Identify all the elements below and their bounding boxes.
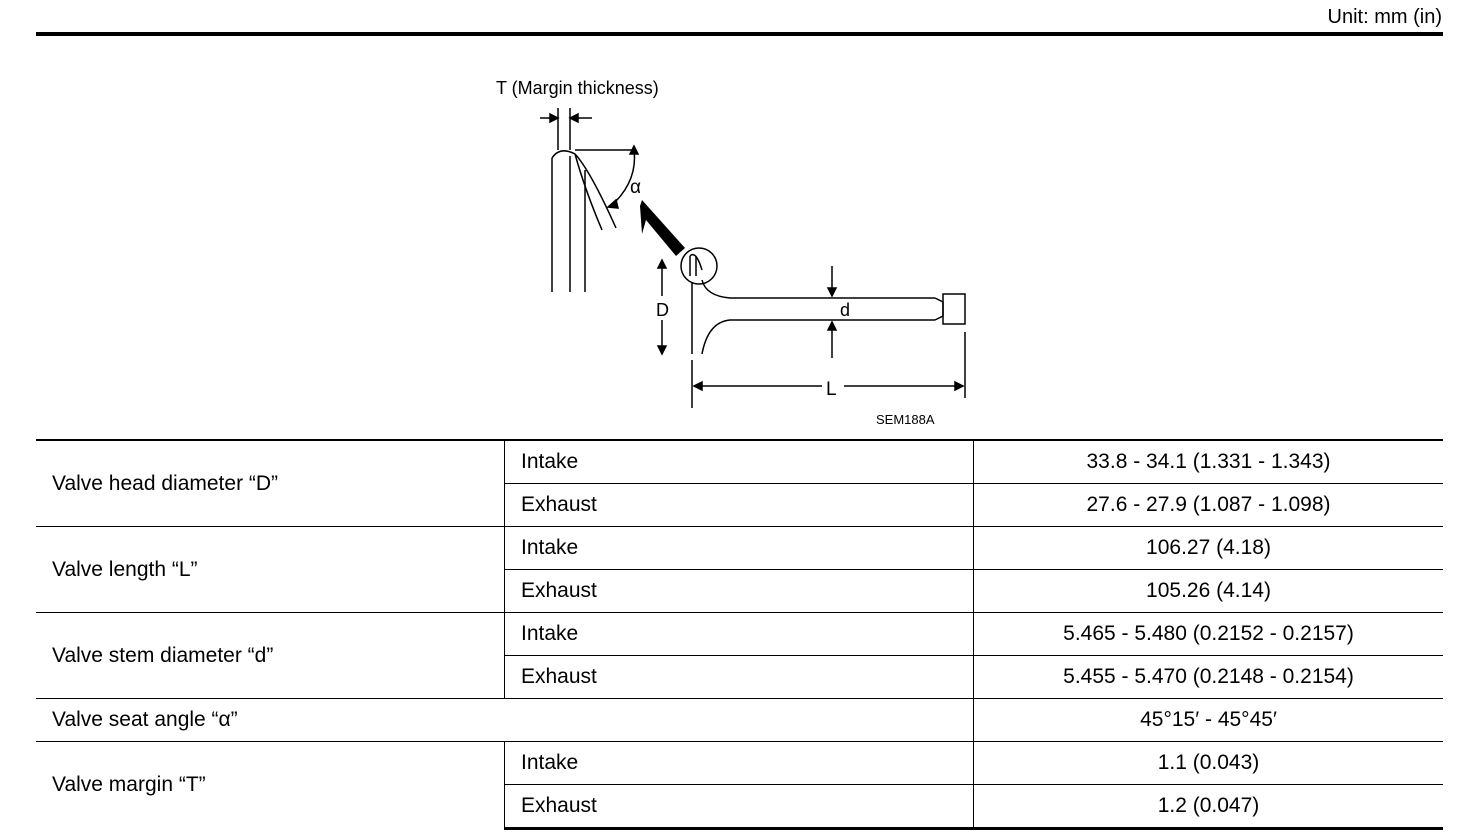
enlarge-arrow-icon: [640, 200, 685, 256]
valve-diagram: [480, 70, 1000, 440]
table-row: [36, 527, 1443, 570]
unit-label: Unit: mm (in): [1327, 6, 1442, 28]
valve-length-intake-label: Intake: [505, 527, 974, 570]
top-rule: [36, 32, 1443, 36]
stem-diameter-intake-value: 5.465 - 5.480 (0.2152 - 0.2157): [974, 613, 1444, 656]
length-label: L: [826, 379, 837, 400]
margin-thickness-label: T (Margin thickness): [496, 78, 659, 98]
valve-length-label: Valve length “L”: [36, 527, 505, 613]
figure-code: SEM188A: [876, 412, 935, 427]
valve-spec-table: [36, 439, 1443, 830]
table-row: [36, 742, 1443, 785]
d-small-label: d: [840, 300, 851, 320]
stem-diameter-label: Valve stem diameter “d”: [36, 613, 505, 699]
seat-angle-label: Valve seat angle “α”: [36, 699, 974, 742]
valve-length-intake-value: 106.27 (4.18): [974, 527, 1444, 570]
head-diameter-intake-value: 33.8 - 34.1 (1.331 - 1.343): [974, 440, 1444, 484]
table-row: [36, 613, 1443, 656]
valve-margin-exhaust-label: Exhaust: [505, 785, 974, 829]
stem-diameter-exhaust-value: 5.455 - 5.470 (0.2148 - 0.2154): [974, 656, 1444, 699]
table-row: [36, 440, 1443, 484]
valve-length-exhaust-value: 105.26 (4.14): [974, 570, 1444, 613]
valve-margin-intake-label: Intake: [505, 742, 974, 785]
head-diameter-intake-label: Intake: [505, 440, 974, 484]
head-diameter-exhaust-value: 27.6 - 27.9 (1.087 - 1.098): [974, 484, 1444, 527]
head-diameter-exhaust-label: Exhaust: [505, 484, 974, 527]
table-row: [36, 699, 1443, 742]
valve-detail-enlarged: [552, 150, 636, 292]
d-big-label: D: [656, 300, 669, 320]
valve-margin-label: Valve margin “T”: [36, 742, 505, 829]
valve-length-exhaust-label: Exhaust: [505, 570, 974, 613]
alpha-label: α: [630, 177, 641, 198]
head-diameter-label: Valve head diameter “D”: [36, 440, 505, 527]
valve-margin-intake-value: 1.1 (0.043): [974, 742, 1444, 785]
valve-body: [681, 248, 965, 354]
d-small-dimension: [828, 266, 836, 358]
valve-margin-exhaust-value: 1.2 (0.047): [974, 785, 1444, 829]
margin-dimension-arrows: [540, 108, 592, 150]
stem-diameter-exhaust-label: Exhaust: [505, 656, 974, 699]
stem-diameter-intake-label: Intake: [505, 613, 974, 656]
seat-angle-value: 45°15′ - 45°45′: [974, 699, 1444, 742]
